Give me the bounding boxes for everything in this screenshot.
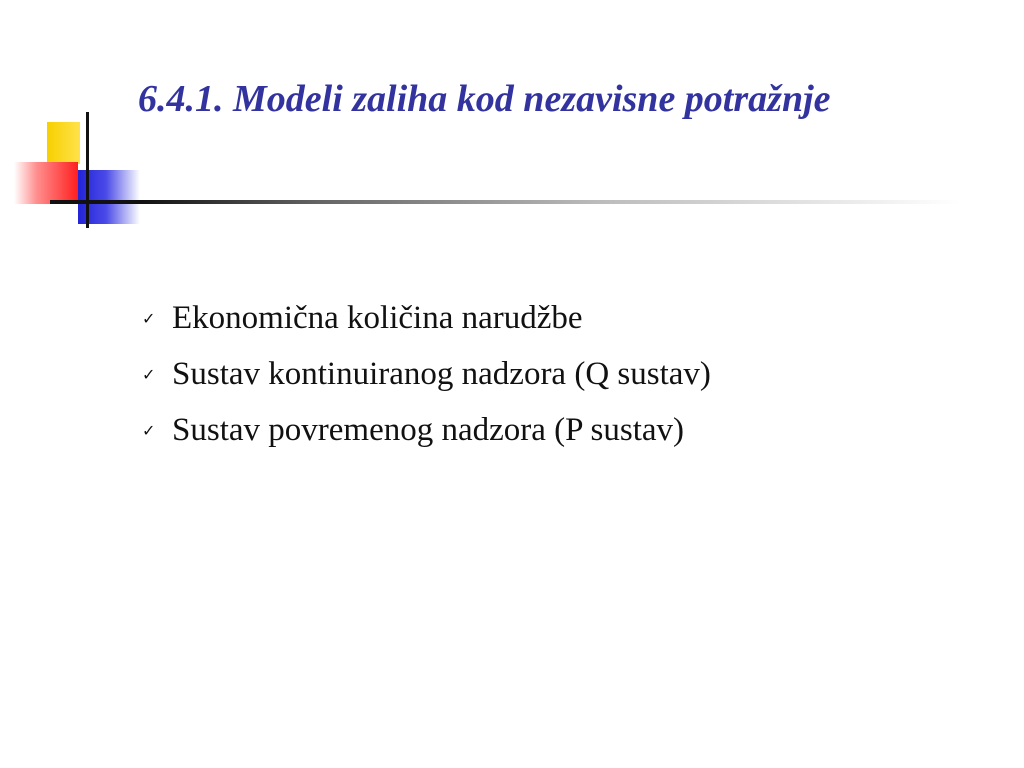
vertical-rule xyxy=(86,112,89,228)
yellow-square xyxy=(47,122,80,164)
slide-title: 6.4.1. Modeli zaliha kod nezavisne potražnje xyxy=(138,78,831,120)
list-item xyxy=(142,346,711,402)
checkmark-icon: ✓ xyxy=(142,364,156,384)
red-square xyxy=(14,162,78,204)
list-item xyxy=(142,290,711,346)
bullet-text: Ekonomična količina narudžbe xyxy=(172,299,583,336)
bullet-text: Sustav povremenog nadzora (P sustav) xyxy=(172,411,684,448)
bullet-text: Sustav kontinuiranog nadzora (Q sustav) xyxy=(172,355,711,392)
checkmark-icon: ✓ xyxy=(142,308,156,328)
list-item xyxy=(142,402,711,458)
decorative-squares-logo xyxy=(0,0,140,240)
checkmark-icon: ✓ xyxy=(142,420,156,440)
title-underline-rule xyxy=(50,200,960,204)
bullet-list xyxy=(142,290,711,458)
